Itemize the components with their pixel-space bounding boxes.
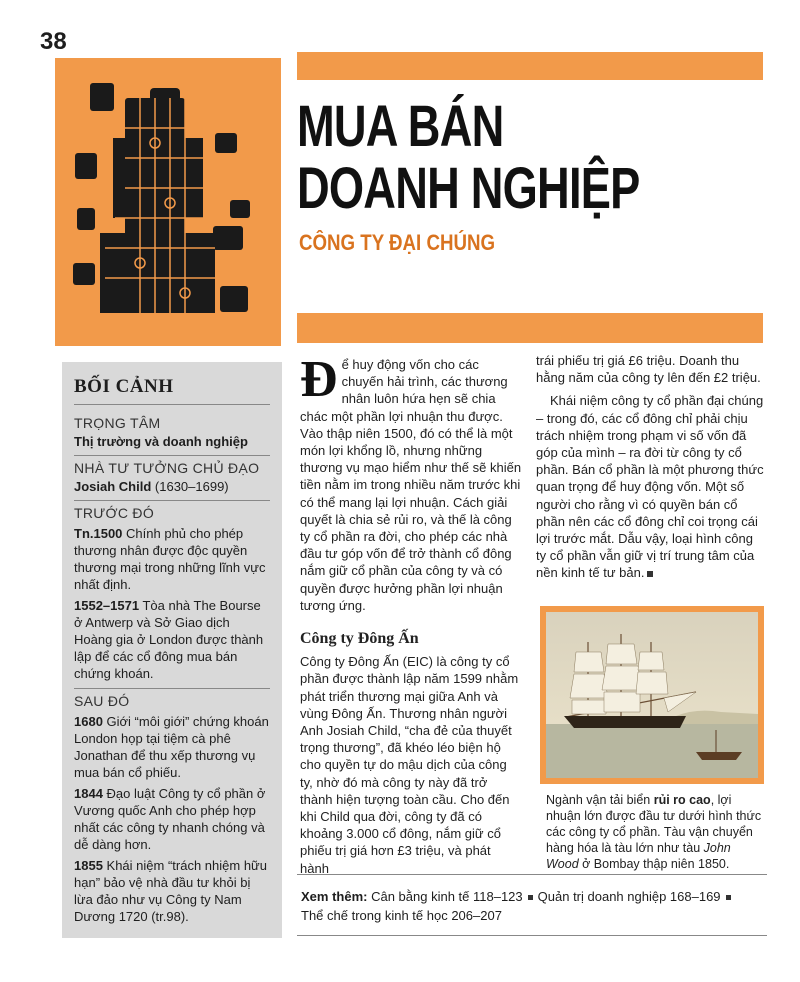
title-line-2: DOANH NGHIỆP [297,156,640,221]
body-column-2 [536,352,764,588]
body-paragraph [536,392,764,581]
after-entry [74,713,270,781]
caption-italic: John Wood [546,841,731,871]
photo-caption [546,792,766,872]
jigsaw-puzzle-illustration [55,58,281,346]
sailing-ship-painting [540,606,764,784]
entry-date: 1855 [74,858,103,873]
focus-label: TRỌNG TÂM [74,415,161,431]
sidebar-focus [74,411,270,456]
focus-value: Thị trường và doanh nghiệp [74,434,248,449]
bullet-icon [528,895,533,900]
entry-text: Chính phủ cho phép thương nhân được độc quyền thương mại trong những lĩnh vực nhất định. [74,526,266,592]
before-entry [74,597,270,682]
body-column-1 [300,351,522,883]
see-also-label: Xem thêm: [301,889,368,904]
paragraph-text: ể huy động vốn cho các chuyến hải trình, các thương nhân luôn hứa hẹn sẽ chia chác một phần lợi nhuận thu được. Vào thập niên 1500, đó có thể là một món lợi khổng lồ, nhưng những thương vụ mạo hiểm như thế sẽ khiến tiền nằm im trong nhiều năm trước khi có thể mang lại lợi nhuận. Cách giải quyết là chia sẻ rủi ro, và thế là công ty cổ phần ra đời, cho phép các nhà đầu tư góp vốn để trở thành cổ đông nắm giữ cổ phần của công ty và có quyền được hưởng phần lợi nhuận tương ứng. [300,357,522,613]
paragraph-text: Khái niệm công ty cổ phần đại chúng – trong đó, các cổ đông chỉ phải chịu trách nhiệm trong phạm vi số vốn đã góp của mình – ra đời từ công ty cổ phần. Bán cổ phần là một phương thức quan trọng để huy động vốn. Một số người cho rằng vì có quyền bán cổ phần nên các cổ đông chỉ coi trọng cái lợi trước mắt. Dẫu vậy, loại hình công ty cổ phần vẫn giữ vị trí trung tâm của nền kinh tế tư bản. [536,393,764,581]
context-sidebar [62,362,282,938]
after-entry [74,785,270,853]
end-mark-icon [647,571,653,577]
caption-text: , lợi nhuận lớn được đầu tư dưới hình thức các công ty cổ phần. Tàu vận chuyển hàng hóa là tàu lớn như tàu [546,793,762,855]
page-subtitle: CÔNG TY ĐẠI CHÚNG [299,230,496,255]
thinker-name: Josiah Child [74,479,152,494]
entry-date: Tn.1500 [74,526,123,541]
see-also-link[interactable]: Cân bằng kinh tế 118–123 [371,889,523,904]
sidebar-before [74,501,270,689]
see-also-link[interactable]: Thể chế trong kinh tế học 206–207 [301,908,502,923]
page-number: 38 [40,28,67,55]
body-paragraph: trái phiếu trị giá £6 triệu. Doanh thu hằng năm của công ty lên đến £2 triệu. [536,353,761,386]
entry-text: Đạo luật Công ty cổ phần ở Vương quốc Anh cho phép hợp nhất các công ty nhanh chóng và dễ dàng hơn. [74,786,266,852]
bullet-icon [726,895,731,900]
caption-bold: rủi ro cao [653,793,711,807]
drop-cap: Đ [300,351,338,408]
thinker-dates: (1630–1699) [151,479,229,494]
entry-date: 1844 [74,786,103,801]
sidebar-thinker [74,456,270,501]
caption-text: ở Bombay thập niên 1850. [578,857,730,871]
sidebar-heading: BỐI CẢNH [74,376,270,405]
section-heading: Công ty Đông Ấn [300,630,419,648]
entry-date: 1680 [74,714,103,729]
caption-text: Ngành vận tải biển [546,793,654,807]
see-also-box [297,874,767,936]
title-line-1: MUA BÁN [297,94,504,159]
sidebar-after [74,689,270,931]
entry-text: Giới “môi giới” chứng khoán London họp tại tiệm cà phê Jonathan để thu xếp thương vụ mua bán cổ phiếu. [74,714,269,780]
body-paragraph [300,351,522,614]
entry-date: 1552–1571 [74,598,140,613]
before-entry [74,525,270,593]
thinker-label: NHÀ TƯ TƯỞNG CHỦ ĐẠO [74,460,260,476]
entry-text: Khái niệm “trách nhiệm hữu hạn” bảo vệ nhà đầu tư khỏi bị lừa đảo như vụ Công ty Nam Dương 1720 (tr.98). [74,858,267,924]
after-label: SAU ĐÓ [74,693,130,709]
title-bar-bottom [297,313,763,343]
title-bar-top [297,52,763,80]
before-label: TRƯỚC ĐÓ [74,505,155,521]
thinker-value [74,479,270,494]
body-paragraph: Công ty Đông Ấn (EIC) là công ty cổ phần được thành lập năm 1599 nhằm phát triển thương mại giữa Anh và vùng Đông Ấn. Thương nhân người Anh Josiah Child, “cha đẻ của thuyết trọng thương”, đã khéo léo biện hộ cho quyền tự do mậu dịch của công ty, nhờ đó mà công ty này đã trở thành hiện tượng toàn cầu. Cho đến khi Child qua đời, công ty đã có khoảng 3.000 cổ đông, nắm giữ cổ phiếu trị giá hơn £3 triệu, và phát hành [300,654,519,876]
page-title [297,96,664,220]
see-also-link[interactable]: Quản trị doanh nghiệp 168–169 [537,889,721,904]
entry-text: Tòa nhà The Bourse ở Antwerp và Sở Giao dịch Hoàng gia ở London được thành lập để các cổ đông mua bán chứng khoán. [74,598,264,681]
after-entry [74,857,270,925]
